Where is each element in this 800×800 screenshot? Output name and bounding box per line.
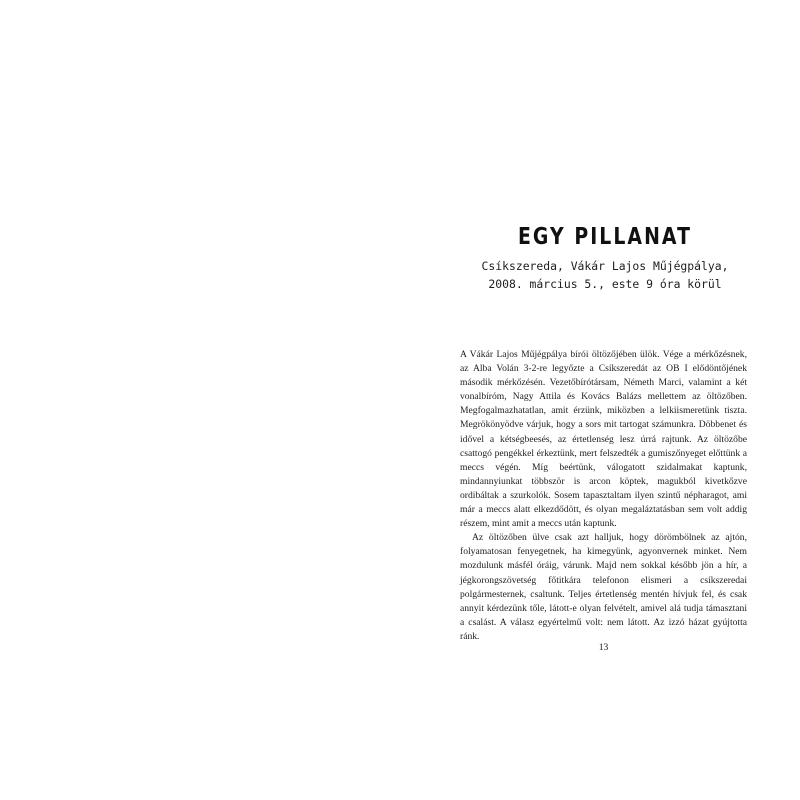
- body-text: [460, 348, 747, 644]
- chapter-title: EGY PILLANAT: [517, 224, 693, 250]
- subtitle-date-line: 2008. március 5., este 9 óra körül: [488, 277, 722, 291]
- paragraph: A Vákár Lajos Műjégpálya bírói öltözőjében ülök. Vége a mérkőzésnek, az Alba Volán 3-2-re legyőzte a Csíkszeredát az OB I elődöntőjének második mérkőzésén. Vezetőbírótársam, Németh Marci, valamint a két vonalbíróm, Nagy Attila és Kovács Balázs mellettem az öltözőben. Megfogalmazhatatlan, amit érzünk, miközben a lelkiismeretünk tiszta. Megrökönyödve várjuk, hogy a sors mit tartogat számunkra. Döbbenet és idővel a kétségbeesés, az értetlenség lesz úrrá rajtunk. Az öltözőbe csattogó pengékkel érkeztünk, mert felszedték a gumiszőnyeget előttünk a meccs végén. Míg beértünk, válogatott szidalmakat kaptunk, mindannyiunkat többször is arcon köptek, magukból kivetkőzve ordibáltak a szurkolók. Sosem tapasztaltam ilyen szintű népharagot, ami már a meccs alatt elkezdődött, és olyan megaláztatásban sem volt addig részem, mint amit a meccs után kaptunk.: [460, 349, 747, 530]
- paragraph: Az öltözőben ülve csak azt halljuk, hogy dörömbölnek az ajtón, folyamatosan fenyegetnek, ha kimegyünk, agyonvernek minket. Nem mozdulunk másfél óráig, várunk. Majd nem sokkal később jön a hír, a jégkorongszövetség főtitkára telefonon elismeri a csíkszeredai polgármesternek, csaltunk. Teljes értetlenség mentén hívjuk fel, és csak annyit kérdezünk tőle, látott-e olyan felvételt, amivel alá tudja támasztani a csalást. A válasz egyértelmű volt: nem látott. Az izzó házat gyújtotta ránk.: [460, 532, 747, 642]
- page-number: 13: [598, 642, 609, 653]
- chapter-subtitle: [460, 257, 750, 293]
- subtitle-location-line: Csíkszereda, Vákár Lajos Műjégpálya,: [481, 259, 729, 273]
